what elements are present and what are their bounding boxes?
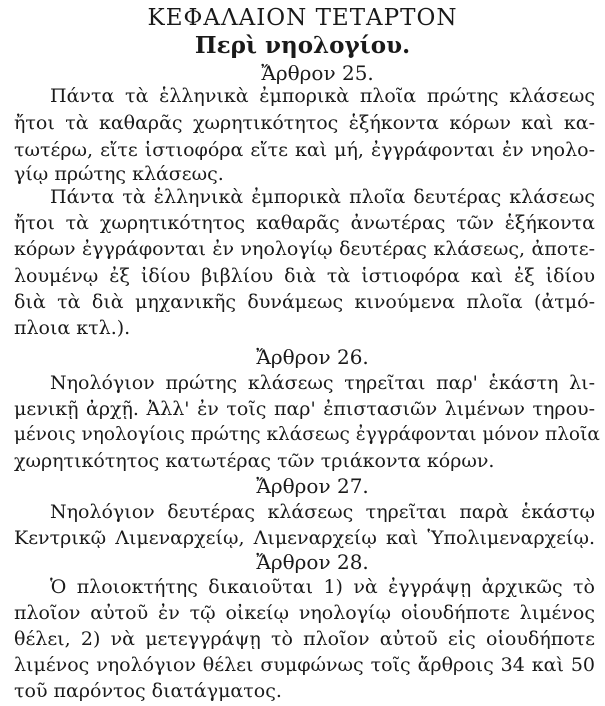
text-line: Νηολόγιον δευτέρας κλάσεως τηρεῖται παρὰ ἑκάστῳ <box>50 501 595 523</box>
chapter-title: ΚΕΦΑΛΑΙΟΝ ΤΕΤΑΡΤΟΝ <box>147 5 458 31</box>
text-line: λουμένῳ ἐξ ἰδίου βιβλίου διὰ τὰ ἱστιοφόρα καὶ ἐξ ἰδίου <box>14 265 595 287</box>
article-heading-28: Ἄρθρον 28. <box>256 550 369 574</box>
text-line: πλοια κτλ.). <box>14 317 131 339</box>
text-line: Κεντρικῷ Λιμεναρχείῳ, Λιμεναρχείῳ καὶ Ὑπολιμεναρχείῳ. <box>14 527 595 549</box>
text-line: μενικῇ ἀρχῇ. Ἀλλ' ἐν τοῖς παρ' ἐπιστασιῶν λιμένων τηρου- <box>14 398 595 420</box>
text-line: θέλει, 2) νὰ μετεγγράψῃ τὸ πλοῖον αὐτοῦ εἰς οἱουδήποτε <box>14 628 595 650</box>
text-line: τοῦ παρόντος διατάγματος. <box>14 680 282 702</box>
text-line: ἤτοι τὰ καθαρᾶς χωρητικότητος ἑξήκοντα κόρων καὶ κα- <box>14 112 595 134</box>
text-line: Πάντα τὰ ἑλληνικὰ ἐμπορικὰ πλοῖα πρώτης κλάσεως <box>50 85 595 107</box>
chapter-subtitle: Περὶ νηολογίου. <box>194 32 411 59</box>
text-line: μένοις νηολογίοις πρώτης κλάσεως ἐγγράφονται μόνον πλοῖα <box>14 424 600 445</box>
text-line: πλοῖον αὐτοῦ ἐν τῷ οἰκείῳ νηολογίῳ οἱουδήποτε λιμένος <box>14 602 595 624</box>
text-line: χωρητικότητος κατωτέρας τῶν τριάκοντα κόρων. <box>14 450 495 472</box>
text-line: γίῳ πρώτης κλάσεως. <box>14 163 224 185</box>
text-line: κόρων ἐγγράφονται ἐν νηολογίῳ δευτέρας κλάσεως, ἀποτε- <box>14 238 595 260</box>
text-line: Ὁ πλοιοκτήτης δικαιοῦται 1) νὰ ἐγγράψῃ ἀρχικῶς τὸ <box>50 576 595 598</box>
article-heading-25: Ἄρθρον 25. <box>261 61 374 85</box>
text-line: ἤτοι τὰ χωρητικότητος καθαρᾶς ἀνωτέρας τῶν ἑξήκοντα <box>14 212 595 234</box>
text-line: διὰ τὰ διὰ μηχανικῆς δυνάμεως κινούμενα πλοῖα (ἀτμό- <box>14 291 595 313</box>
article-heading-26: Ἄρθρον 26. <box>256 345 369 369</box>
text-line: Πάντα τὰ ἑλληνικὰ ἐμπορικὰ πλοῖα δευτέρας κλάσεως <box>50 186 595 208</box>
text-line: Νηολόγιον πρώτης κλάσεως τηρεῖται παρ' ἑκάστη λι- <box>50 372 595 394</box>
text-line: λιμένος νηολόγιον θέλει συμφώνως τοῖς ἄρθροις 34 καὶ 50 <box>14 654 595 676</box>
article-heading-27: Ἄρθρον 27. <box>256 474 369 498</box>
text-line: τωτέρω, εἴτε ἱστιοφόρα εἴτε καὶ μή, ἐγγράφονται ἐν νηολο- <box>14 139 595 161</box>
